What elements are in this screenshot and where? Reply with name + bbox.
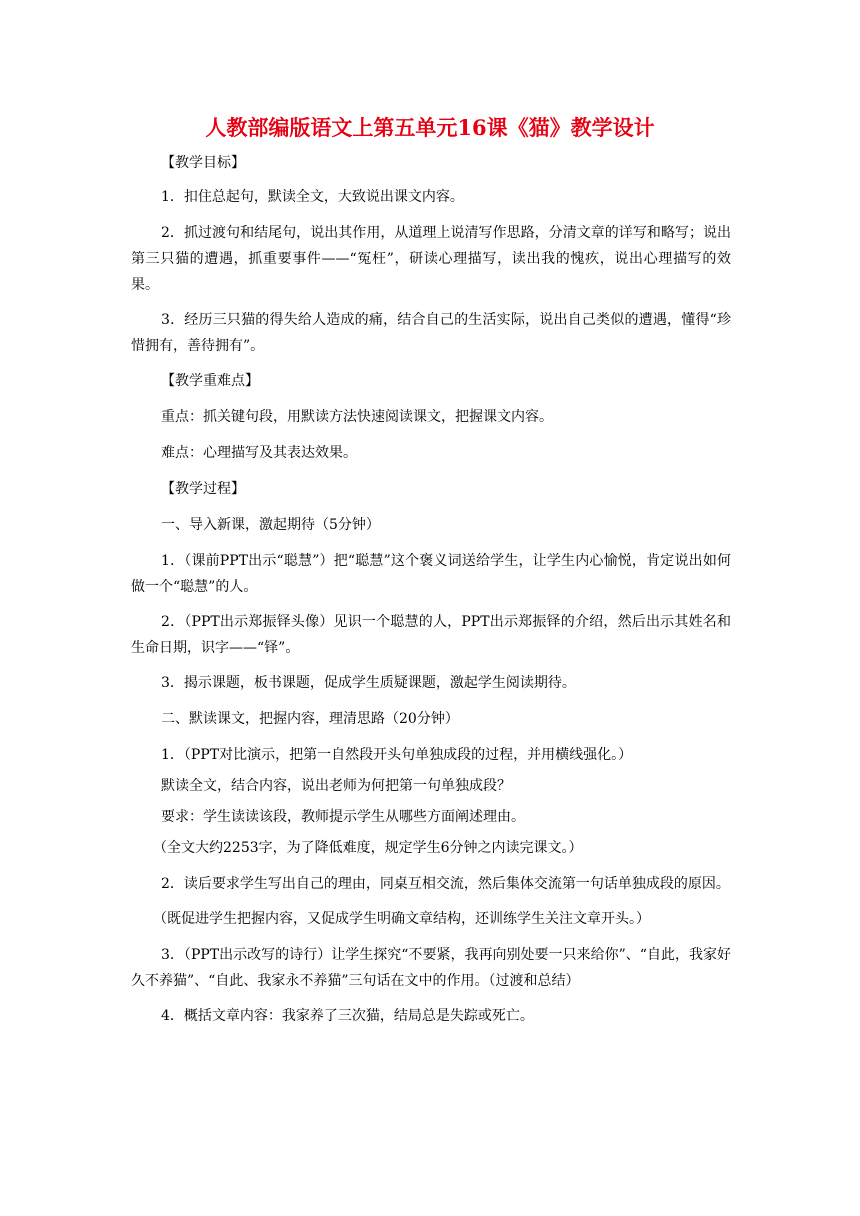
paragraph: 2．读后要求学生写出自己的理由，同桌互相交流，然后集体交流第一句话单独成段的原因。 [161,876,730,892]
document-title: 人教部编版语文上第五单元16课《猫》教学设计 [205,115,655,140]
paragraph: 1．扣住总起句，默读全文，大致说出课文内容。 [161,189,464,205]
paragraph-heading-key-points: 【教学重难点】 [161,373,259,389]
paragraph: 要求：学生读读该段，教师提示学生从哪些方面阐述理由。 [161,809,525,825]
paragraph: （全文大约2253字，为了降低难度，规定学生6分钟之内读完课文。） [153,840,583,856]
paragraph-heading-objectives: 【教学目标】 [161,155,245,171]
paragraph: 1．（课前PPT出示“聪慧”）把“聪慧”这个褒义词送给学生，让学生内心愉悦，肯定说出如何做一个“聪慧”的人。 [131,553,731,595]
paragraph: 重点：抓关键句段，用默读方法快速阅读课文，把握课文内容。 [161,409,553,425]
paragraph: 1．（PPT对比演示，把第一自然段开头句单独成段的过程，并用横线强化。） [161,747,633,763]
paragraph: 3．揭示课题，板书课题，促成学生质疑课题，激起学生阅读期待。 [161,675,576,691]
paragraph: 2．（PPT出示郑振铎头像）见识一个聪慧的人，PPT出示郑振铎的介绍，然后出示其姓名和生命日期，识字——“铎”。 [131,614,731,656]
paragraph: 二、默读课文，把握内容，理清思路（20分钟） [161,711,459,727]
paragraph: 4．概括文章内容：我家养了三次猫，结局总是失踪或死亡。 [161,1008,534,1024]
document-body [131,150,731,1030]
paragraph: 一、导入新课，激起期待（5分钟） [161,517,380,533]
paragraph-heading-process: 【教学过程】 [161,481,245,497]
paragraph: 3．（PPT出示改写的诗行）让学生探究“不要紧，我再向别处要一只来给你”、“自此，我家好久不养猫”、“自此、我家永不养猫”三句话在文中的作用。（过渡和总结） [131,947,731,989]
paragraph: （既促进学生把握内容，又促成学生明确文章结构，还训练学生关注文章开头。） [153,911,650,927]
paragraph: 难点：心理描写及其表达效果。 [161,445,357,461]
paragraph: 2．抓过渡句和结尾句，说出其作用，从道理上说清写作思路，分清文章的详写和略写；说出第三只猫的遭遇，抓重要事件——“冤枉”，研读心理描写，读出我的愧疚，说出心理描写的效果。 [131,225,731,293]
paragraph: 3．经历三只猫的得失给人造成的痛，结合自己的生活实际，说出自己类似的遭遇，懂得“珍惜拥有，善待拥有”。 [131,312,731,354]
paragraph: 默读全文，结合内容，说出老师为何把第一句单独成段？ [161,778,511,794]
